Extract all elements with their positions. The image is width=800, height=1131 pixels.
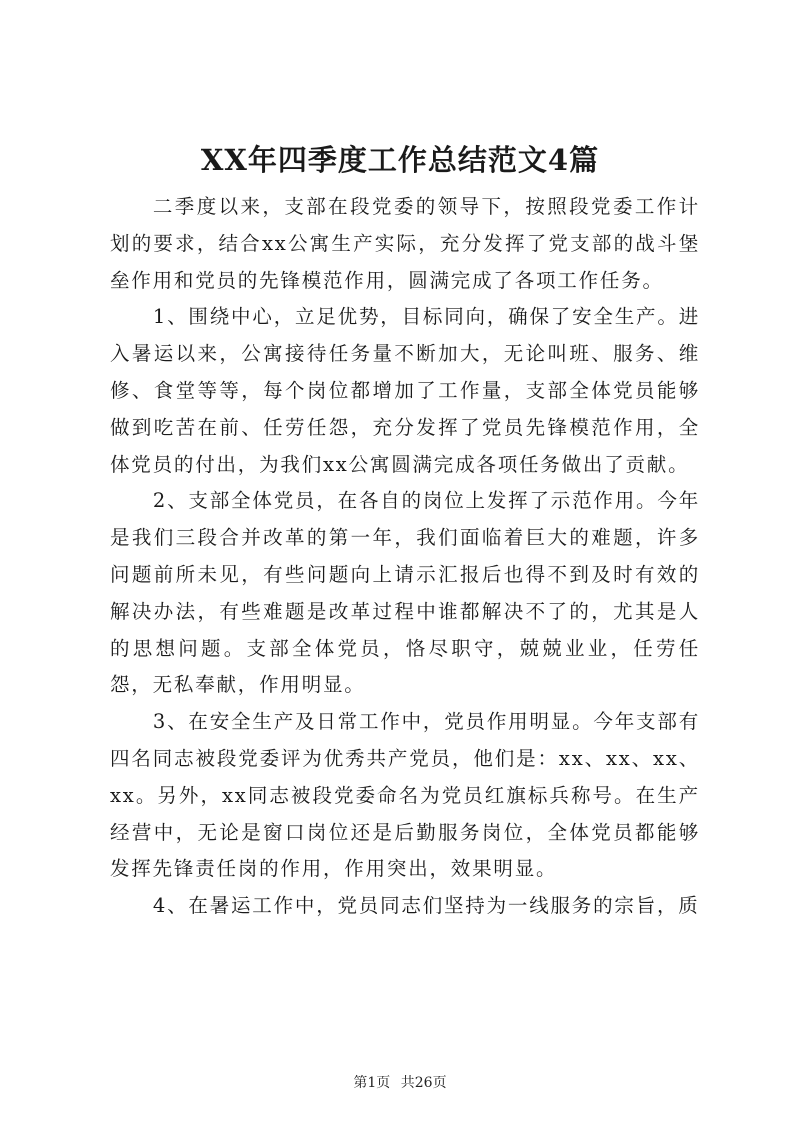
document-body bbox=[110, 189, 700, 925]
page-number: 第1页 bbox=[353, 1075, 391, 1091]
paragraph-4: 4、在暑运工作中，党员同志们坚持为一线服务的宗旨，质 bbox=[152, 894, 700, 918]
document-title: XX年四季度工作总结范文4篇 bbox=[200, 143, 600, 177]
paragraph-1: 1、围绕中心，立足优势，目标同向，确保了安全生产。进入暑运以来，公寓接待任务量不断加大，无论叫班、服务、维修、食堂等等，每个岗位都增加了工作量，支部全体党员能够做到吃苦在前、任劳任怨，充分发挥了党员先锋模范作用，全体党员的付出，为我们xx公寓圆满完成各项任务做出了贡献。 bbox=[110, 305, 700, 476]
page-total: 共26页 bbox=[400, 1075, 447, 1091]
paragraph-2: 2、支部全体党员，在各自的岗位上发挥了示范作用。今年是我们三段合并改革的第一年，我们面临着巨大的难题，许多问题前所未见，有些问题向上请示汇报后也得不到及时有效的解决办法，有些难题是改革过程中谁都解决不了的，尤其是人的思想问题。支部全体党员，恪尽职守，兢兢业业，任劳任怨，无私奉献，作用明显。 bbox=[110, 489, 700, 697]
paragraph-intro: 二季度以来，支部在段党委的领导下，按照段党委工作计划的要求，结合xx公寓生产实际，充分发挥了党支部的战斗堡垒作用和党员的先锋模范作用，圆满完成了各项工作任务。 bbox=[110, 195, 700, 292]
page-footer bbox=[0, 1073, 800, 1093]
paragraph-3: 3、在安全生产及日常工作中，党员作用明显。今年支部有四名同志被段党委评为优秀共产党员，他们是：xx、xx、xx、xx。另外，xx同志被段党委命名为党员红旗标兵称号。在生产经营中，无论是窗口岗位还是后勤服务岗位，全体党员都能够发挥先锋责任岗的作用，作用突出，效果明显。 bbox=[110, 710, 700, 881]
